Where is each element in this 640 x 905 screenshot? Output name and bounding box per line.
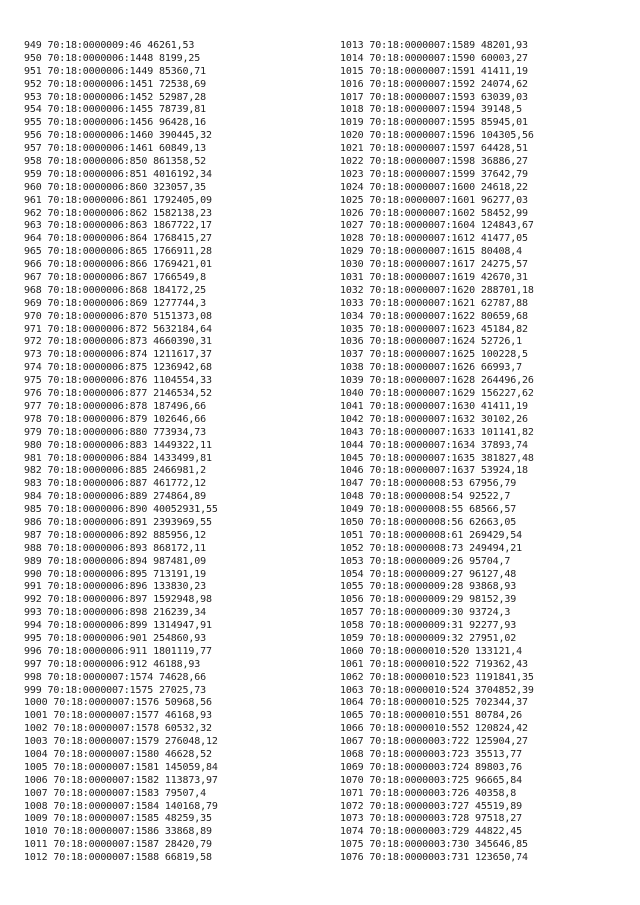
record-line: 964 70:18:0000006:864 1768415,27 (24, 233, 212, 245)
record-line: 992 70:18:0000006:897 1592948,98 (24, 594, 212, 606)
record-line: 1015 70:18:0000007:1591 41411,19 (340, 65, 528, 77)
record-line: 1001 70:18:0000007:1577 46168,93 (24, 710, 212, 722)
record-line: 1017 70:18:0000007:1593 63039,03 (340, 91, 528, 103)
record-line: 1049 70:18:0000008:55 68566,57 (340, 504, 517, 516)
record-line: 957 70:18:0000006:1461 60849,13 (24, 143, 206, 155)
record-line: 979 70:18:0000006:880 773934,73 (24, 426, 206, 438)
record-line: 1067 70:18:0000003:722 125904,27 (340, 736, 528, 748)
record-line: 1074 70:18:0000003:729 44822,45 (340, 826, 522, 838)
record-line: 1030 70:18:0000007:1617 24275,57 (340, 259, 528, 271)
record-line: 1043 70:18:0000007:1633 101141,82 (340, 426, 534, 438)
record-line: 1024 70:18:0000007:1600 24618,22 (340, 181, 528, 193)
record-line: 1075 70:18:0000003:730 345646,85 (340, 839, 528, 851)
record-line: 968 70:18:0000006:868 184172,25 (24, 284, 206, 296)
record-line: 954 70:18:0000006:1455 78739,81 (24, 104, 206, 116)
record-line: 1046 70:18:0000007:1637 53924,18 (340, 465, 528, 477)
record-line: 1019 70:18:0000007:1595 85945,01 (340, 117, 528, 129)
record-line: 1003 70:18:0000007:1579 276048,12 (24, 736, 218, 748)
record-line: 1068 70:18:0000003:723 35513,77 (340, 748, 522, 760)
record-line: 993 70:18:0000006:898 216239,34 (24, 607, 206, 619)
record-line: 1058 70:18:0000009:31 92277,93 (340, 620, 517, 632)
record-line: 1034 70:18:0000007:1622 80659,68 (340, 310, 528, 322)
record-line: 962 70:18:0000006:862 1582138,23 (24, 207, 212, 219)
record-line: 1052 70:18:0000008:73 249494,21 (340, 542, 522, 554)
record-line: 1072 70:18:0000003:727 45519,89 (340, 800, 522, 812)
record-line: 971 70:18:0000006:872 5632184,64 (24, 323, 212, 335)
record-line: 1038 70:18:0000007:1626 66993,7 (340, 362, 522, 374)
record-line: 1013 70:18:0000007:1589 48201,93 (340, 40, 528, 51)
record-line: 1063 70:18:0000010:524 3704852,39 (340, 684, 534, 696)
record-line: 1036 70:18:0000007:1624 52726,1 (340, 336, 522, 348)
record-line: 990 70:18:0000006:895 713191,19 (24, 568, 206, 580)
record-line: 978 70:18:0000006:879 102646,66 (24, 413, 206, 425)
record-line: 991 70:18:0000006:896 133830,23 (24, 581, 206, 593)
record-line: 1047 70:18:0000008:53 67956,79 (340, 478, 517, 490)
record-line: 949 70:18:0000009:46 46261,53 (24, 40, 195, 51)
record-line: 1011 70:18:0000007:1587 28420,79 (24, 839, 212, 851)
record-line: 1023 70:18:0000007:1599 37642,79 (340, 168, 528, 180)
record-line: 965 70:18:0000006:865 1766911,28 (24, 246, 212, 258)
record-line: 1010 70:18:0000007:1586 33868,89 (24, 826, 212, 838)
record-line: 1008 70:18:0000007:1584 140168,79 (24, 800, 218, 812)
record-line: 1070 70:18:0000003:725 96665,84 (340, 774, 522, 786)
record-line: 950 70:18:0000006:1448 8199,25 (24, 52, 201, 64)
record-line: 1064 70:18:0000010:525 702344,37 (340, 697, 528, 709)
record-line: 955 70:18:0000006:1456 96428,16 (24, 117, 206, 129)
record-line: 1071 70:18:0000003:726 40358,8 (340, 787, 517, 799)
record-line: 1027 70:18:0000007:1604 124843,67 (340, 220, 534, 232)
record-line: 1066 70:18:0000010:552 120824,42 (340, 723, 528, 735)
record-line: 1059 70:18:0000009:32 27951,02 (340, 632, 517, 644)
record-line: 1056 70:18:0000009:29 98152,39 (340, 594, 517, 606)
record-line: 1053 70:18:0000009:26 95704,7 (340, 555, 511, 567)
record-line: 999 70:18:0000007:1575 27025,73 (24, 684, 206, 696)
record-line: 1051 70:18:0000008:61 269429,54 (340, 529, 522, 541)
record-line: 1065 70:18:0000010:551 80784,26 (340, 710, 522, 722)
record-line: 958 70:18:0000006:850 861358,52 (24, 156, 206, 168)
record-line: 970 70:18:0000006:870 5151373,08 (24, 310, 212, 322)
record-line: 951 70:18:0000006:1449 85360,71 (24, 65, 206, 77)
record-line: 1005 70:18:0000007:1581 145059,84 (24, 761, 218, 773)
record-line: 1054 70:18:0000009:27 96127,48 (340, 568, 517, 580)
record-line: 980 70:18:0000006:883 1449322,11 (24, 439, 212, 451)
record-line: 1032 70:18:0000007:1620 288701,18 (340, 284, 534, 296)
record-line: 1061 70:18:0000010:522 719362,43 (340, 658, 528, 670)
record-line: 1044 70:18:0000007:1634 37893,74 (340, 439, 528, 451)
record-line: 1040 70:18:0000007:1629 156227,62 (340, 388, 534, 400)
record-line: 984 70:18:0000006:889 274864,89 (24, 491, 206, 503)
record-line: 1018 70:18:0000007:1594 39148,5 (340, 104, 522, 116)
left-column (24, 40, 218, 865)
record-line: 959 70:18:0000006:851 4016192,34 (24, 168, 212, 180)
record-line: 961 70:18:0000006:861 1792405,09 (24, 194, 212, 206)
record-line: 1016 70:18:0000007:1592 24074,62 (340, 78, 528, 90)
record-line: 963 70:18:0000006:863 1867722,17 (24, 220, 212, 232)
record-line: 1000 70:18:0000007:1576 50968,56 (24, 697, 212, 709)
record-line: 1025 70:18:0000007:1601 96277,03 (340, 194, 528, 206)
record-line: 1014 70:18:0000007:1590 60003,27 (340, 52, 528, 64)
right-column (340, 40, 534, 865)
record-line: 956 70:18:0000006:1460 390445,32 (24, 130, 212, 142)
record-line: 998 70:18:0000007:1574 74628,66 (24, 671, 206, 683)
record-line: 960 70:18:0000006:860 323057,35 (24, 181, 206, 193)
record-line: 1021 70:18:0000007:1597 64428,51 (340, 143, 528, 155)
record-line: 1026 70:18:0000007:1602 58452,99 (340, 207, 528, 219)
record-line: 1057 70:18:0000009:30 93724,3 (340, 607, 511, 619)
record-line: 1009 70:18:0000007:1585 48259,35 (24, 813, 212, 825)
record-line: 989 70:18:0000006:894 987481,09 (24, 555, 206, 567)
record-line: 1012 70:18:0000007:1588 66819,58 (24, 852, 212, 864)
record-line: 1073 70:18:0000003:728 97518,27 (340, 813, 522, 825)
record-line: 1037 70:18:0000007:1625 100228,5 (340, 349, 528, 361)
record-line: 973 70:18:0000006:874 1211617,37 (24, 349, 212, 361)
record-line: 1062 70:18:0000010:523 1191841,35 (340, 671, 534, 683)
record-line: 1007 70:18:0000007:1583 79507,4 (24, 787, 206, 799)
record-line: 987 70:18:0000006:892 885956,12 (24, 529, 206, 541)
record-line: 1006 70:18:0000007:1582 113873,97 (24, 774, 218, 786)
record-line: 981 70:18:0000006:884 1433499,81 (24, 452, 212, 464)
record-line: 997 70:18:0000006:912 46188,93 (24, 658, 201, 670)
record-line: 1050 70:18:0000008:56 62663,05 (340, 516, 517, 528)
record-line: 1029 70:18:0000007:1615 80408,4 (340, 246, 522, 258)
record-line: 982 70:18:0000006:885 2466981,2 (24, 465, 206, 477)
record-line: 986 70:18:0000006:891 2393969,55 (24, 516, 212, 528)
record-line: 1031 70:18:0000007:1619 42670,31 (340, 272, 528, 284)
record-line: 972 70:18:0000006:873 4660390,31 (24, 336, 212, 348)
record-line: 996 70:18:0000006:911 1801119,77 (24, 645, 212, 657)
record-line: 953 70:18:0000006:1452 52987,28 (24, 91, 206, 103)
record-line: 1004 70:18:0000007:1580 46628,52 (24, 748, 212, 760)
record-line: 975 70:18:0000006:876 1104554,33 (24, 375, 212, 387)
record-line: 1039 70:18:0000007:1628 264496,26 (340, 375, 534, 387)
record-line: 1035 70:18:0000007:1623 45184,82 (340, 323, 528, 335)
record-line: 966 70:18:0000006:866 1769421,01 (24, 259, 212, 271)
record-line: 967 70:18:0000006:867 1766549,8 (24, 272, 206, 284)
record-line: 995 70:18:0000006:901 254860,93 (24, 632, 206, 644)
record-line: 983 70:18:0000006:887 461772,12 (24, 478, 206, 490)
record-line: 1020 70:18:0000007:1596 104305,56 (340, 130, 534, 142)
record-line: 1002 70:18:0000007:1578 60532,32 (24, 723, 212, 735)
record-line: 1055 70:18:0000009:28 93868,93 (340, 581, 517, 593)
record-line: 1028 70:18:0000007:1612 41477,05 (340, 233, 528, 245)
record-line: 1022 70:18:0000007:1598 36886,27 (340, 156, 528, 168)
record-line: 1060 70:18:0000010:520 133121,4 (340, 645, 522, 657)
record-line: 988 70:18:0000006:893 868172,11 (24, 542, 206, 554)
record-line: 976 70:18:0000006:877 2146534,52 (24, 388, 212, 400)
record-line: 1048 70:18:0000008:54 92522,7 (340, 491, 511, 503)
record-line: 1076 70:18:0000003:731 123650,74 (340, 852, 528, 864)
record-line: 1033 70:18:0000007:1621 62787,88 (340, 297, 528, 309)
record-line: 1042 70:18:0000007:1632 30102,26 (340, 413, 528, 425)
record-line: 974 70:18:0000006:875 1236942,68 (24, 362, 212, 374)
record-line: 985 70:18:0000006:890 40052931,55 (24, 504, 218, 516)
record-line: 952 70:18:0000006:1451 72538,69 (24, 78, 206, 90)
record-line: 969 70:18:0000006:869 1277744,3 (24, 297, 206, 309)
record-line: 1045 70:18:0000007:1635 381827,48 (340, 452, 534, 464)
record-line: 1069 70:18:0000003:724 89803,76 (340, 761, 522, 773)
record-line: 994 70:18:0000006:899 1314947,91 (24, 620, 212, 632)
record-line: 1041 70:18:0000007:1630 41411,19 (340, 400, 528, 412)
record-line: 977 70:18:0000006:878 187496,66 (24, 400, 206, 412)
